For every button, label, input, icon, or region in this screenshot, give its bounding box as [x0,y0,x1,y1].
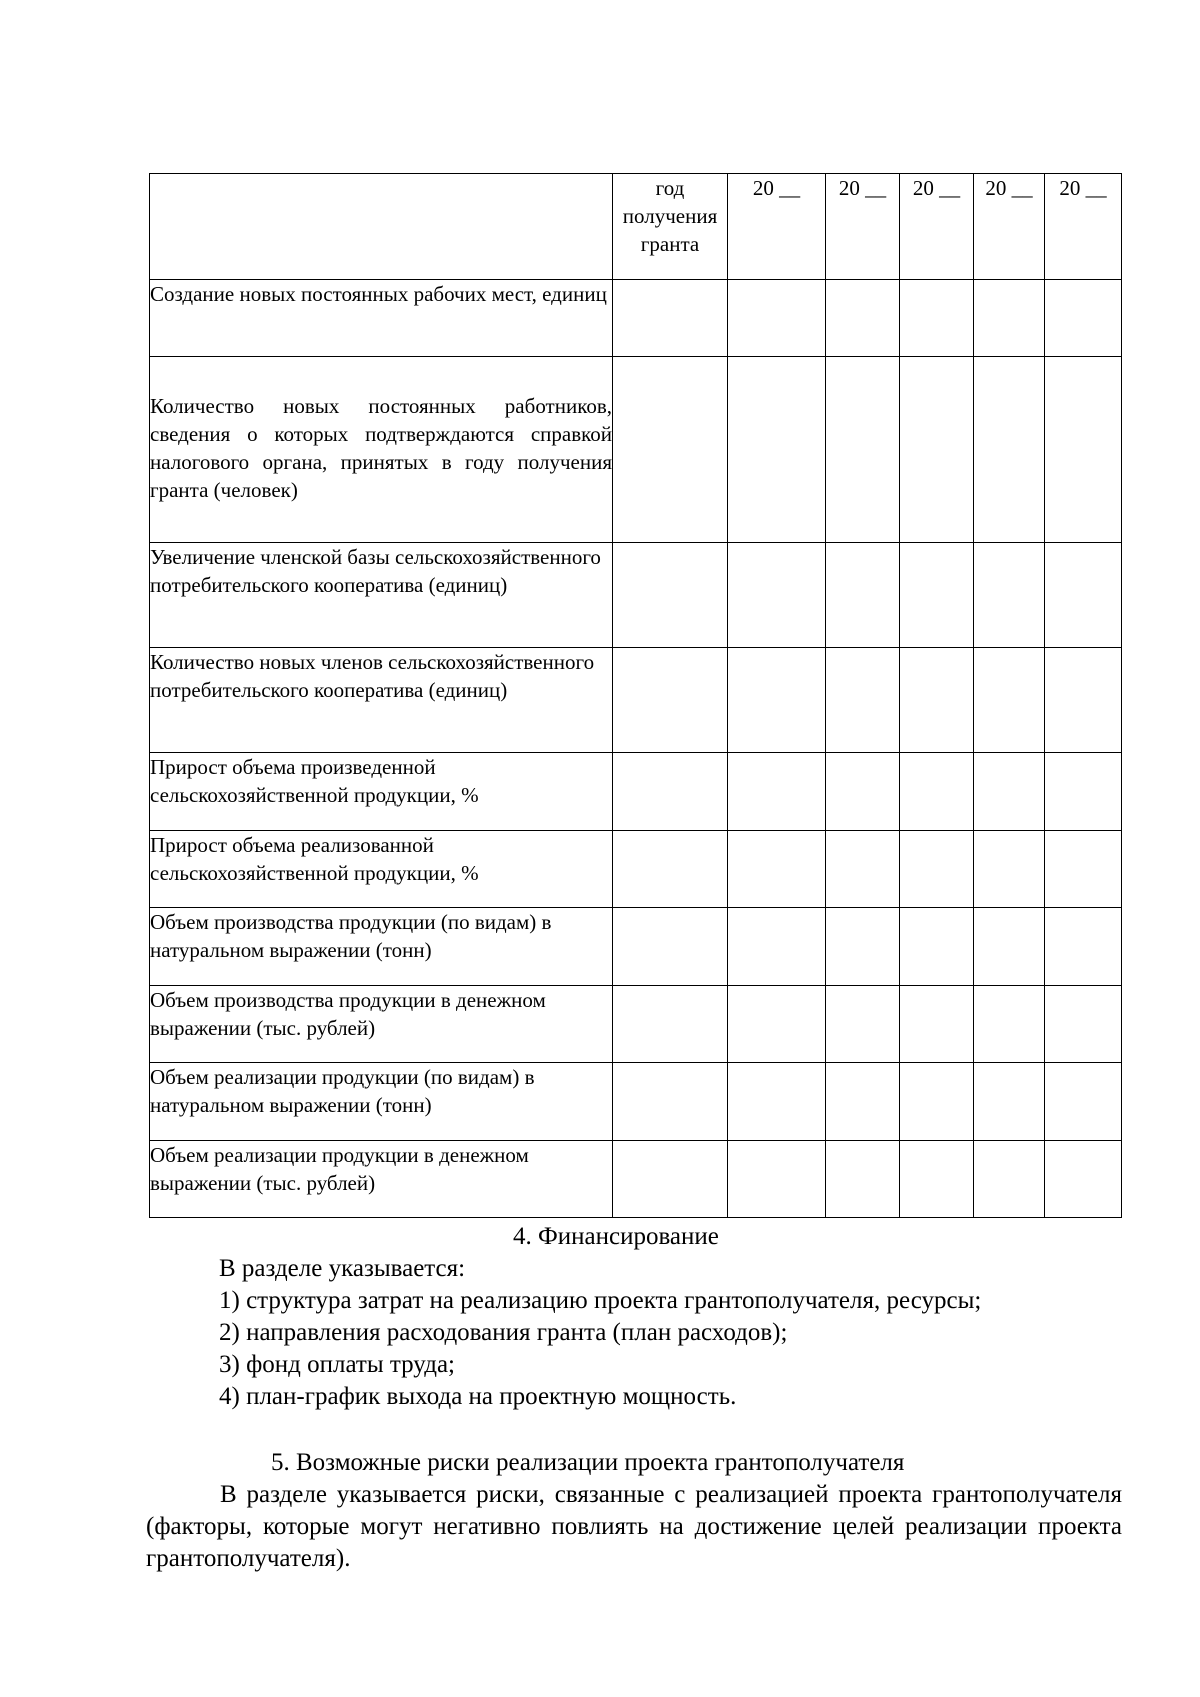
table-cell [728,753,826,831]
table-cell [728,1141,826,1218]
table-row [150,357,1122,543]
table-cell [974,831,1045,908]
row-label: Количество новых членов сельскохозяйственного потребительского кооператива (единиц) [150,648,613,753]
table-row [150,1141,1122,1218]
header-grant-year-line3: гранта [640,232,700,256]
section-4-intro: В разделе указывается: [219,1255,466,1282]
table-cell [826,648,900,753]
table-cell [974,543,1045,648]
table-cell [974,986,1045,1063]
header-label-cell [150,174,613,280]
header-grant-year-line2: получения [622,204,718,228]
table-cell [974,280,1045,357]
table-cell [728,1063,826,1141]
table-row [150,1063,1122,1141]
table-cell [900,753,974,831]
header-year-3: 20 __ [900,174,974,280]
table-cell [1045,986,1122,1063]
table-cell [900,831,974,908]
table-cell [613,908,728,986]
row-label: Увеличение членской базы сельскохозяйственного потребительского кооператива (единиц) [150,543,613,648]
table-cell [826,1141,900,1218]
row-label: Объем реализации продукции в денежном выражении (тыс. рублей) [150,1141,613,1218]
table-row [150,986,1122,1063]
table-cell [900,1063,974,1141]
header-year-4: 20 __ [974,174,1045,280]
table-cell [1045,831,1122,908]
header-year-1: 20 __ [728,174,826,280]
section-4-item-4: 4) план-график выхода на проектную мощность. [219,1383,737,1410]
table-cell [826,357,900,543]
table-cell [613,831,728,908]
table-cell [1045,908,1122,986]
row-label: Создание новых постоянных рабочих мест, единиц [150,280,613,357]
header-grant-year-line1: год [655,176,685,200]
table-cell [900,648,974,753]
table-cell [613,986,728,1063]
row-label: Прирост объема реализованной сельскохозяйственной продукции, % [150,831,613,908]
table-cell [728,831,826,908]
table-cell [826,986,900,1063]
table-cell [974,357,1045,543]
row-label: Количество новых постоянных работников, сведения о которых подтверждаются справкой налогового органа, принятых в году получения гранта (человек) [150,357,613,543]
table-cell [728,648,826,753]
table-row [150,648,1122,753]
table-cell [900,1141,974,1218]
table-cell [1045,543,1122,648]
table-cell [900,280,974,357]
table-cell [974,648,1045,753]
row-label: Прирост объема произведенной сельскохозяйственной продукции, % [150,753,613,831]
table-cell [613,280,728,357]
table-cell [900,908,974,986]
table-cell [974,1063,1045,1141]
table-cell [974,753,1045,831]
table-cell [826,543,900,648]
row-label: Объем производства продукции (по видам) в натуральном выражении (тонн) [150,908,613,986]
table-cell [1045,1063,1122,1141]
header-grant-year [613,174,728,280]
indicators-table [149,173,1122,1218]
table-cell [900,986,974,1063]
table-cell [728,543,826,648]
table-cell [728,280,826,357]
table-cell [826,753,900,831]
table-cell [1045,753,1122,831]
row-label: Объем реализации продукции (по видам) в натуральном выражении (тонн) [150,1063,613,1141]
table-row [150,753,1122,831]
table-cell [613,753,728,831]
section-5-title: 5. Возможные риски реализации проекта грантополучателя [271,1449,905,1476]
section-4-item-2: 2) направления расходования гранта (план расходов); [219,1319,788,1346]
row-label: Объем производства продукции в денежном выражении (тыс. рублей) [150,986,613,1063]
table-cell [974,908,1045,986]
table-row [150,543,1122,648]
table-cell [826,908,900,986]
table-cell [1045,1141,1122,1218]
table-cell [613,543,728,648]
table-cell [728,986,826,1063]
table-cell [974,1141,1045,1218]
header-year-5: 20 __ [1045,174,1122,280]
table-cell [826,280,900,357]
table-cell [613,1063,728,1141]
table-row [150,908,1122,986]
table-cell [728,357,826,543]
section-4-item-1: 1) структура затрат на реализацию проекта грантополучателя, ресурсы; [219,1287,982,1314]
table-cell [1045,357,1122,543]
table-cell [900,357,974,543]
section-5-text: В разделе указывается риски, связанные с реализацией проекта грантополучателя (факторы, которые могут негативно повлиять на достижение целей реализации проекта грантополучателя). [146,1481,1122,1572]
table-header-row [150,174,1122,280]
table-cell [613,357,728,543]
table-cell [728,908,826,986]
table-row [150,280,1122,357]
header-year-2: 20 __ [826,174,900,280]
section-4-item-3: 3) фонд оплаты труда; [219,1351,455,1378]
table-cell [1045,648,1122,753]
table-row [150,831,1122,908]
table-cell [613,648,728,753]
table-cell [613,1141,728,1218]
table-cell [826,831,900,908]
table-cell [1045,280,1122,357]
section-4-title: 4. Финансирование [513,1223,719,1250]
table-cell [900,543,974,648]
table-cell [826,1063,900,1141]
